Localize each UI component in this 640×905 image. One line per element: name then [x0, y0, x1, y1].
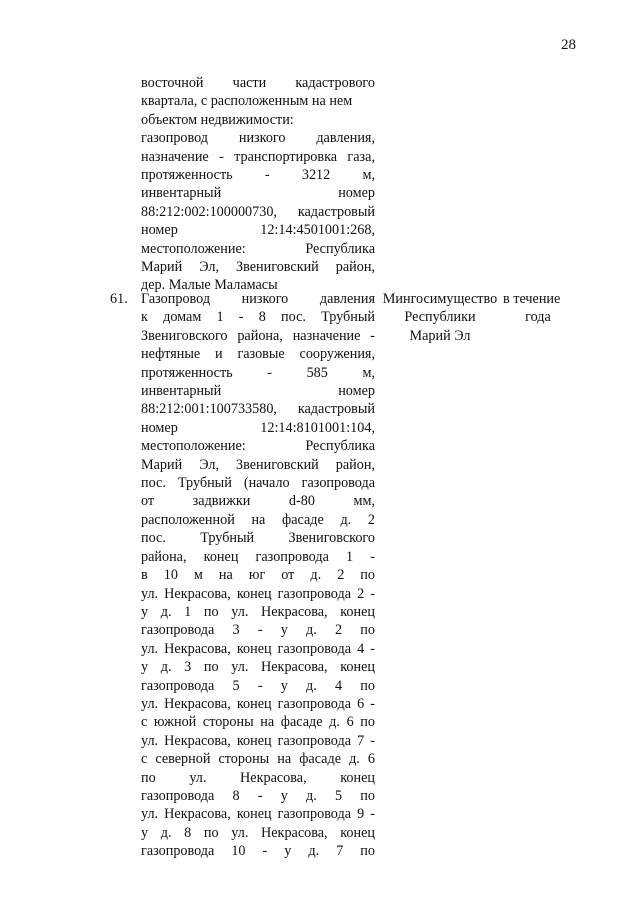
text-line: газопровода 8 - у д. 5 по: [141, 787, 375, 804]
text-line: местоположение: Республика: [141, 438, 375, 455]
text-line: объектом недвижимости:: [141, 111, 294, 128]
text-line: номер 12:14:4501001:268,: [141, 222, 375, 239]
text-line: Марий Эл, Звениговский район,: [141, 259, 375, 276]
text-line: протяженность - 3212 м,: [141, 167, 375, 184]
text-line: от задвижки d-80 мм,: [141, 493, 375, 510]
text-line: у д. 1 по ул. Некрасова, конец: [141, 603, 375, 620]
text-line: в 10 м на юг от д. 2 по: [141, 567, 375, 584]
text-line: инвентарный номер: [141, 383, 375, 400]
text-line: года: [525, 309, 551, 326]
text-line: ул. Некрасова, конец газопровода 7 -: [141, 732, 375, 749]
text-line: пос. Трубный (начало газопровода: [141, 475, 375, 492]
text-line: ул. Некрасова, конец газопровода 6 -: [141, 695, 375, 712]
previous-entry-description: [141, 74, 375, 295]
text-line: ул. Некрасова, конец газопровода 2 -: [141, 585, 375, 602]
text-line: газопровода 10 - у д. 7 по: [141, 843, 375, 860]
text-line: Марий Эл, Звениговский район,: [141, 456, 375, 473]
text-line: 88:212:002:100000730, кадастровый: [141, 203, 375, 220]
text-line: по ул. Некрасова, конец: [141, 769, 375, 786]
text-line: назначение - транспортировка газа,: [141, 148, 375, 165]
object-description: [141, 290, 375, 861]
text-line: Республики: [404, 309, 476, 326]
text-line: Звениговского района, назначение -: [141, 327, 375, 344]
text-line: Мингосимущество: [382, 291, 498, 307]
text-line: квартала, с расположенным на нем: [141, 93, 353, 110]
text-line: номер 12:14:8101001:104,: [141, 419, 375, 436]
text-line: Марий Эл: [409, 327, 471, 344]
row-number: 61.: [110, 291, 128, 307]
text-line: у д. 8 по ул. Некрасова, конец: [141, 824, 375, 841]
text-line: в течение: [503, 291, 561, 307]
text-line: газопровода 3 - у д. 2 по: [141, 622, 375, 639]
text-line: пос. Трубный Звениговского: [141, 530, 375, 547]
text-line: протяженность - 585 м,: [141, 364, 375, 381]
text-line: ул. Некрасова, конец газопровода 9 -: [141, 806, 375, 823]
text-line: местоположение: Республика: [141, 240, 375, 257]
text-line: восточной части кадастрового: [141, 75, 375, 91]
rights-holder: [378, 290, 502, 345]
text-line: района, конец газопровода 1 -: [141, 548, 375, 565]
text-line: ул. Некрасова, конец газопровода 4 -: [141, 640, 375, 657]
text-line: расположенной на фасаде д. 2: [141, 511, 375, 528]
text-line: 88:212:001:100733580, кадастровый: [141, 401, 375, 418]
text-line: с северной стороны на фасаде д. 6: [141, 751, 375, 768]
page-number: 28: [561, 37, 576, 53]
text-line: к домам 1 - 8 пос. Трубный: [141, 309, 375, 326]
text-line: у д. 3 по ул. Некрасова, конец: [141, 659, 375, 676]
text-line: нефтяные и газовые сооружения,: [141, 346, 375, 363]
text-line: инвентарный номер: [141, 185, 375, 202]
transfer-term: [503, 290, 573, 327]
text-line: газопровода 5 - у д. 4 по: [141, 677, 375, 694]
text-line: газопровод низкого давления,: [141, 130, 375, 147]
text-line: с южной стороны на фасаде д. 6 по: [141, 714, 375, 731]
text-line: дер. Малые Маламасы: [141, 277, 278, 294]
text-line: Газопровод низкого давления: [141, 291, 375, 307]
